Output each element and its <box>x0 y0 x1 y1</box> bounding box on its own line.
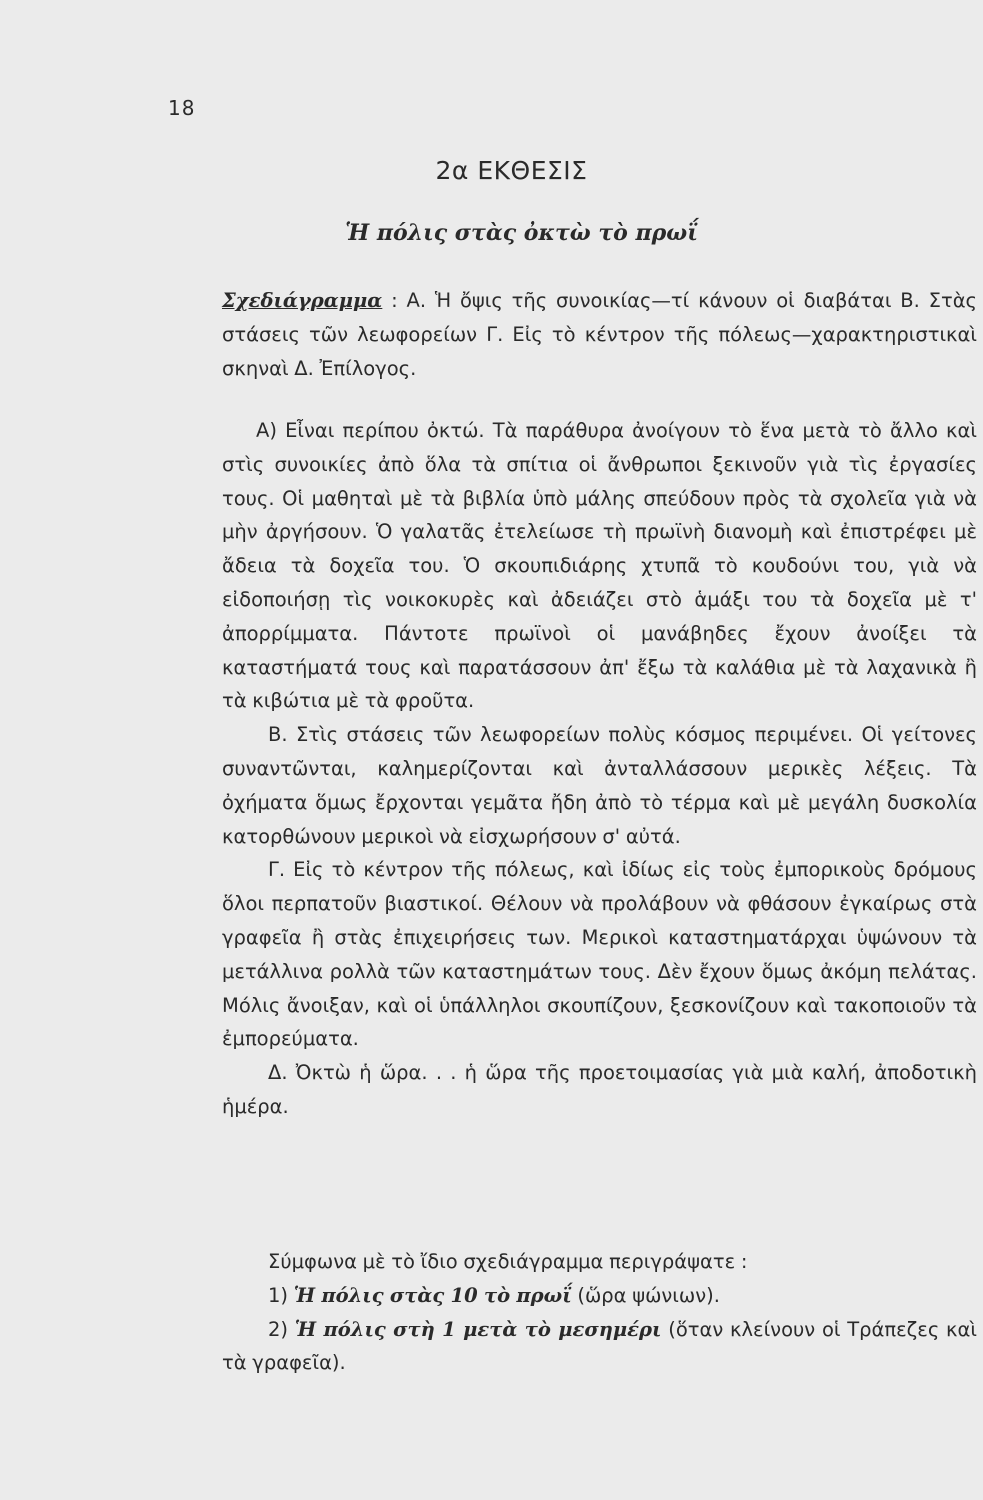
exercise-item <box>222 1279 977 1313</box>
exercise-item-title: Ἡ πόλις στὰς 10 τὸ πρωΐ <box>293 1283 572 1307</box>
page-number: 18 <box>168 96 196 120</box>
exercise-item <box>222 1313 977 1381</box>
exercise-item-note: (ὅταν κλείνουν οἱ Τράπεζες καὶ τὰ γραφεῖα). <box>222 1317 977 1375</box>
page-heading: 2α ΕΚΘΕΣΙΣ <box>435 156 588 185</box>
essay-body <box>222 414 977 1124</box>
paragraph-a: Α) Εἶναι περίπου ὀκτώ. Τὰ παράθυρα ἀνοίγουν τὸ ἕνα μετὰ τὸ ἄλλο καὶ στὶς συνοικίες ἀπὸ ὅλα τὰ σπίτια οἱ ἄνθρωποι ξεκινοῦν γιὰ τὶς ἐργασίες τους. Οἱ μαθηταὶ μὲ τὰ βιβλία ὑπὸ μάλης σπεύδουν πρὸς τὰ σχολεῖα γιὰ νὰ μὴν ἀργήσουν. Ὁ γαλατᾶς ἐτελείωσε τὴ πρωϊνὴ διανομὴ καὶ ἐπιστρέφει μὲ ἄδεια τὰ δοχεῖα του. Ὁ σκουπιδιάρης χτυπᾶ τὸ κουδούνι του, γιὰ νὰ εἰδοποιήσῃ τὶς νοικοκυρὲς καὶ ἀδειάζει στὸ ἁμάξι του τὰ δοχεῖα μὲ τ' ἀπορρίμματα. Πάντοτε πρωϊνοὶ οἱ μανάβηδες ἔχουν ἀνοίξει τὰ καταστήματά τους καὶ παρατάσσουν ἀπ' ἔξω τὰ καλάθια μὲ τὰ λαχανικὰ ἢ τὰ κιβώτια μὲ τὰ φροῦτα. <box>222 419 977 713</box>
outline-text: Α. Ἡ ὄψις τῆς συνοικίας—τί κάνουν οἱ διαβάται Β. Στὰς στάσεις τῶν λεωφορείων Γ. Εἰς τὸ κέντρον τῆς πόλεως—χαρακτηριστικαὶ σκηναὶ Δ. Ἐπίλογος. <box>222 289 977 380</box>
exercise-item-prefix: 1) <box>268 1283 294 1307</box>
outline-separator: : <box>382 289 407 312</box>
paragraph-b: Β. Στὶς στάσεις τῶν λεωφορείων πολὺς κόσμος περιμένει. Οἱ γείτονες συναντῶνται, καλημερίζονται καὶ ἀνταλλάσσουν μερικὲς λέξεις. Τὰ ὀχήματα ὅμως ἔρχονται γεμᾶτα ἤδη ἀπὸ τὸ τέρμα καὶ μὲ μεγάλη δυσκολία κατορθώνουν μερικοὶ νὰ εἰσχωρήσουν σ' αὐτά. <box>222 723 977 848</box>
exercise-item-prefix: 2) <box>268 1317 295 1341</box>
exercise-intro: Σύμφωνα μὲ τὸ ἴδιο σχεδιάγραμμα περιγράψατε : <box>268 1250 748 1273</box>
paragraph-c: Γ. Εἰς τὸ κέντρον τῆς πόλεως, καὶ ἰδίως εἰς τοὺς ἐμπορικοὺς δρόμους ὅλοι περπατοῦν βιαστικοί. Θέλουν νὰ προλάβουν νὰ φθάσουν ἐγκαίρως στὰ γραφεῖα ἢ στὰς ἐπιχειρήσεις των. Μερικοὶ καταστηματάρχαι ὑψώνουν τὰ μετάλλινα ρολλὰ τῶν καταστημάτων τους. Δὲν ἔχουν ὅμως ἀκόμη πελάτας. Μόλις ἄνοιξαν, καὶ οἱ ὑπάλληλοι σκουπίζουν, ξεσκονίζουν καὶ τακοποιοῦν τὰ ἐμπορεύματα. <box>222 858 977 1051</box>
paragraph-d: Δ. Ὀκτὼ ἡ ὥρα. . . ἡ ὥρα τῆς προετοιμασίας γιὰ μιὰ καλή, ἀποδοτικὴ ἡμέρα. <box>222 1061 977 1118</box>
outline-label: Σχεδιάγραμμα <box>222 289 383 312</box>
exercise-block <box>222 1245 977 1380</box>
outline-paragraph <box>222 284 977 385</box>
outline-block <box>222 284 977 385</box>
exercise-item-note: (ὥρα ψώνιων). <box>571 1283 720 1307</box>
essay-title: Ἡ πόλις στὰς ὀκτὼ τὸ πρωΐ <box>345 220 698 246</box>
exercise-item-title: Ἡ πόλις στὴ 1 μετὰ τὸ μεσημέρι <box>294 1317 662 1341</box>
